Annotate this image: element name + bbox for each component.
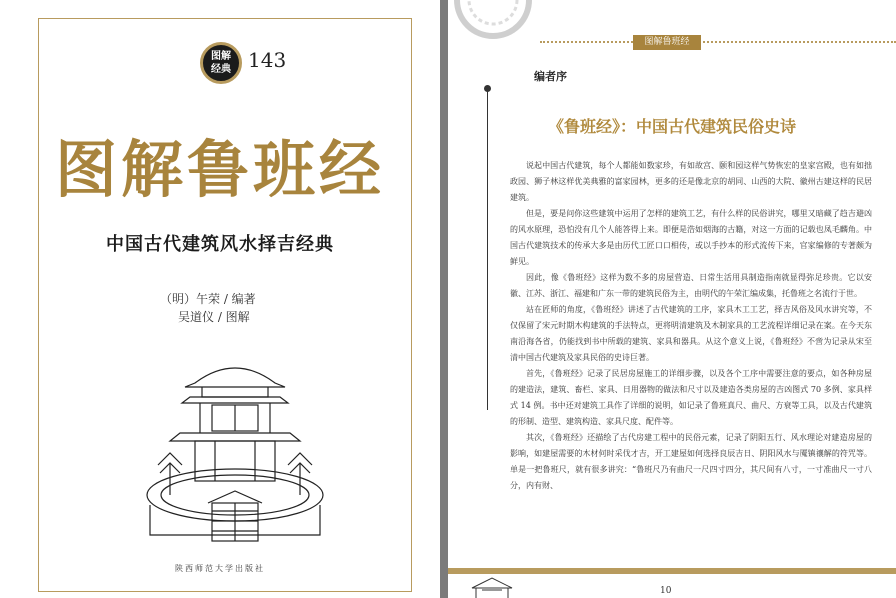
series-badge: 图解经典 xyxy=(200,42,242,84)
preface-body xyxy=(510,158,872,494)
page-number: 10 xyxy=(660,586,672,596)
preface-page xyxy=(448,0,896,598)
pavilion-illustration xyxy=(140,345,330,555)
paragraph: 首先，《鲁班经》记录了民居房屋施工的详细步骤，以及各个工序中需要注意的要点，如各种房屋的建造法，建筑、畜栏、家具、日用器物的做法和尺寸以及建造各类房屋的吉凶图式 70 多例、家具样式 14 例。书中还对建筑工具作了详细的说明，如记录了鲁班真尺、曲尺、方衰等工具，以及古代建筑的形制、造型、建筑构造、家具尺度、配件等。 xyxy=(510,369,872,426)
paragraph: 说起中国古代建筑，每个人都能如数家珍，有如故宫、颐和园这样气势恢宏的皇家宫殿，也有如拙政园、狮子林这样优美典雅的富家园林，更多的还是像北京的胡同、山西的大院、徽州古建这样的民居建筑。 xyxy=(510,161,872,202)
section-label: 编者序 xyxy=(534,70,567,83)
seal-decoration-icon xyxy=(448,0,538,40)
paragraph: 因此，像《鲁班经》这样为数不多的房屋营造、日常生活用具制造指南就显得弥足珍贵。它以安徽、江苏、浙江、福建和广东一带的建筑民俗为主，由明代的午荣汇编成集，托鲁班之名流行于世。 xyxy=(510,273,872,298)
author-line: （明）午荣 / 编著 xyxy=(160,292,256,306)
paragraph: 但是，要是问你这些建筑中运用了怎样的建筑工艺，有什么样的民俗讲究，哪里又暗藏了趋吉避凶的风水原理，恐怕没有几个人能答得上来。即便是浩如烟海的古籍，对这一方面的记载也凤毛麟角。中国古代建筑技术的传承大多是由历代工匠口口相传，或以手抄本的形式流传下来，官家编修的专著颇为鲜见。 xyxy=(510,209,872,266)
paragraph: 站在匠师的角度，《鲁班经》讲述了古代建筑的工序，家具木工工艺，择吉风俗及风水讲究等，不仅保留了宋元时期木构建筑的手法特点，更将明清建筑及木制家具的工艺流程详细记录在案。在今天东南沿海各省，仍能找到书中所载的建筑、家具和器具。从这个意义上说，《鲁班经》不啻为记录从宋至清中国古代建筑及家具民俗的史诗巨著。 xyxy=(510,305,872,362)
preface-title: 《鲁班经》：中国古代建筑民俗史诗 xyxy=(547,117,796,136)
roof-ornament-icon xyxy=(468,574,516,598)
publisher-name: 陕西师范大学出版社 xyxy=(175,564,265,573)
header-divider xyxy=(540,41,896,43)
illustrator-line: 吴道仪 / 图解 xyxy=(178,310,250,324)
book-cover xyxy=(0,0,440,598)
cover-title: 图解鲁班经 xyxy=(54,133,385,206)
paragraph: 其次，《鲁班经》还描绘了古代房建工程中的民俗元素，记录了阴阳五行、风水理论对建造房屋的影响，如建屋需要的木材何时采伐才吉，开工建屋如何选择良辰吉日、阴阳风水与魇镇禳解的符咒等。单是一把鲁班尺，就有很多讲究：“鲁班尺乃有曲尺一尺四寸四分，其尺间有八寸，一寸准曲尺一寸八分，内有财、 xyxy=(510,433,872,490)
cover-subtitle: 中国古代建筑风水择吉经典 xyxy=(106,234,334,255)
series-number: 143 xyxy=(248,48,287,72)
running-header: 图解鲁班经 xyxy=(633,35,701,50)
